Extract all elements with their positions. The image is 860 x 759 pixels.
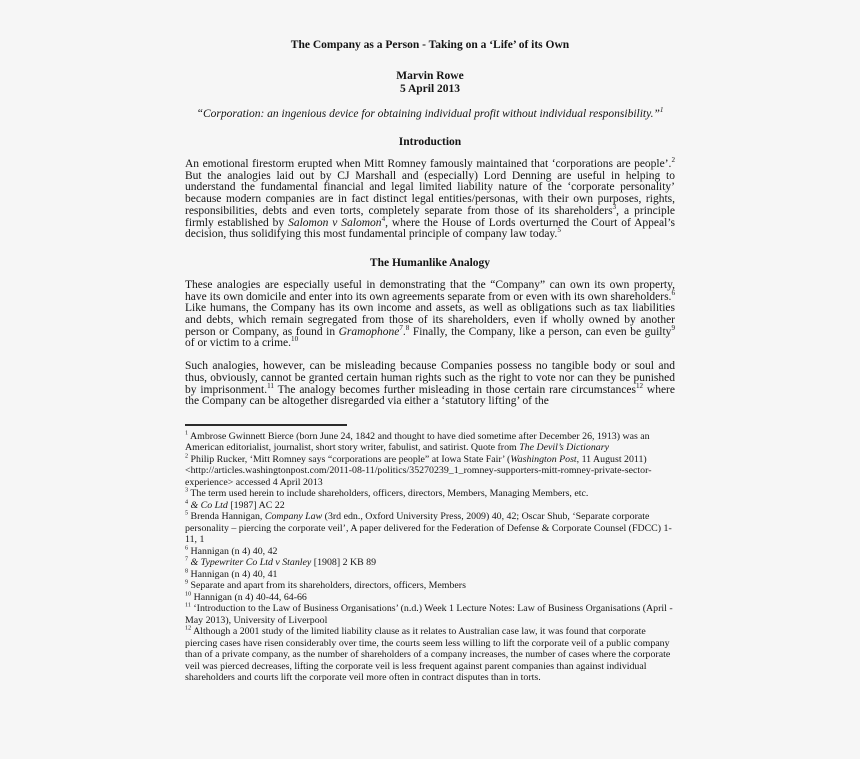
- text-run: The Devil’s Dictionary: [519, 442, 609, 454]
- text-run: Philip Rucker, ‘Mitt Romney says “corporations are people” at Iowa State Fair’ (: [190, 453, 511, 465]
- footnote-12: [185, 626, 675, 684]
- footnote-number: 12: [185, 626, 192, 633]
- text-run: & Typewriter Co Ltd v Stanley: [190, 557, 312, 569]
- text-run: of or victim to a crime.: [185, 337, 292, 350]
- text-run: Although a 2001 study of the limited liability clause as it relates to Australian case law, it was found that corporate piercing cases have risen considerably over time, the courts seem less willing to lift the corporate veil of a public company than of a private company, as the number of shareholders of a company increases, the number of cases where the corporate veil was pierced decreases, lifting the corporate veil is less frequent against parent companies than against individual shareholders and courts lift the corporate veil more often in contract disputes than in torts.: [185, 626, 671, 684]
- epigraph-quote: [185, 108, 675, 120]
- text-run: An emotional firestorm erupted when Mitt Romney famously maintained that ‘corporations are people’.: [185, 158, 672, 170]
- superscript-ref: 8: [405, 323, 410, 332]
- footnote-number: 6: [185, 545, 189, 552]
- footnote-number: 7: [185, 557, 189, 564]
- footnote-number: 10: [185, 591, 192, 598]
- footnote-2: [185, 454, 675, 489]
- footnote-4: [185, 500, 675, 512]
- document-title: The Company as a Person - Taking on a ‘Life’ of its Own: [290, 39, 570, 51]
- text-run: The analogy becomes further misleading in those certain rare circumstances: [273, 383, 636, 396]
- author: Marvin Rowe: [396, 70, 464, 82]
- text-run: The term used herein to include shareholders, officers, directors, Members, Managing Members, etc.: [190, 488, 589, 500]
- text-run: These analogies are especially useful in demonstrating that the “Company” can own its own property, have its own domicile and enter into its own agreements separate from or even with its own shareholders.: [185, 278, 675, 303]
- text-run: Gramophone: [338, 325, 400, 338]
- text-run: Ambrose Gwinnett Bierce (born June 24, 1842 and thought to have died sometime after December 26, 1913) was an American editorialist, journalist, short story writer, fabulist, and satirist. Quote from: [185, 430, 650, 454]
- footnote-number: 3: [185, 488, 189, 495]
- text-run: Separate and apart from its shareholders, directors, officers, Members: [190, 580, 466, 592]
- text-run: Salomon v Salomon: [288, 216, 382, 229]
- superscript-ref: 5: [557, 226, 561, 235]
- section-heading-humanlike-analogy: The Humanlike Analogy: [369, 256, 491, 269]
- superscript-ref: 3: [612, 202, 617, 211]
- byline: [185, 70, 675, 95]
- humanlike-analogy-paragraph-1: [185, 280, 675, 350]
- footnote-1: [185, 431, 675, 454]
- footnote-5: [185, 511, 675, 546]
- superscript-ref: 7: [399, 323, 403, 332]
- text-run: [1908] 2 KB 89: [311, 557, 377, 569]
- footnote-6: [185, 546, 675, 558]
- superscript-ref: 4: [381, 214, 386, 223]
- footnote-number: 9: [185, 580, 189, 587]
- date: 5 April 2013: [399, 82, 461, 95]
- text-run: , where the House of Lords overturned the Court of Appeal’s decision, thus solidifying this most fundamental principle of company law today.: [185, 216, 676, 241]
- text-run: (3rd edn., Oxford University Press, 2009) 40, 42; Oscar Shub, ‘Separate corporate personality – piercing the corporate veil’, A paper delivered for the Federation of Defense & Corporate Counsel (FDCC) 1-11, 1: [185, 511, 672, 546]
- superscript-ref: 12: [635, 381, 644, 390]
- text-run: Hannigan (n 4) 40-44, 64-66: [193, 591, 307, 603]
- footnote-9: [185, 580, 675, 592]
- text-run: But the analogies laid out by CJ Marshall and (especially) Lord Denning are useful in helping to understand the fundamental financial and legal limited liability nature of the ‘corporate personality’ because modern companies are in fact distinct legal entities/personas, with their own purposes, rights, responsibilities, debts and even torts, completely separate from those of its shareholders: [185, 169, 675, 217]
- text-run: Company Law: [264, 511, 323, 523]
- footnote-8: [185, 569, 675, 581]
- text-run: [1987] AC 22: [227, 499, 285, 511]
- superscript-ref: 2: [671, 156, 675, 165]
- humanlike-analogy-paragraph-2: [185, 361, 675, 408]
- text-run: “Corporation: an ingenious device for obtaining individual profit without individual responsibility.”: [196, 108, 660, 120]
- footnote-number: 5: [185, 511, 189, 518]
- footnote-number: 4: [185, 499, 189, 506]
- text-run: where the Company can be altogether disregarded via either a ‘statutory lifting’ of the: [185, 383, 675, 408]
- text-run: Finally, the Company, like a person, can even be guilty: [409, 325, 672, 338]
- footnote-11: [185, 603, 675, 626]
- footnote-number: 1: [185, 430, 189, 437]
- superscript-ref: 9: [671, 323, 675, 332]
- section-heading-introduction: Introduction: [398, 136, 462, 148]
- text-run: & Co Ltd: [190, 499, 228, 511]
- superscript-ref: 11: [267, 381, 274, 390]
- text-run: Brenda Hannigan,: [190, 511, 265, 523]
- superscript-ref: 10: [291, 335, 299, 344]
- text-run: Like humans, the Company has its own income and assets, as well as obligations such as tax liabilities and debts, which remain segregated from those of its shareholders, even if wholly owned by another person or Company, as found in: [185, 302, 675, 338]
- footnote-separator: [185, 424, 347, 426]
- footnote-number: 8: [185, 568, 189, 575]
- footnote-number: 2: [185, 453, 189, 460]
- document-page: [185, 0, 675, 684]
- footnote-3: [185, 488, 675, 500]
- text-run: , 11 August 2011) <http://articles.washingtonpost.com/2011-08-11/politics/35270239_1_romney-supporters-mitt-romney-private-sector-experience> accessed 4 April 2013: [185, 453, 652, 488]
- footnote-10: [185, 592, 675, 604]
- text-run: Hannigan (n 4) 40, 42: [190, 545, 278, 557]
- introduction-paragraph: [185, 156, 676, 241]
- superscript-ref: 6: [671, 288, 675, 297]
- footnotes: [185, 431, 675, 684]
- text-run: , a principle firmly established by: [185, 204, 675, 229]
- superscript-ref: 1: [659, 106, 664, 115]
- footnote-7: [185, 557, 675, 569]
- text-run: ‘Introduction to the Law of Business Organisations’ (n.d.) Week 1 Lecture Notes: Law of Business Organisations (April - May 2013), University of Liverpool: [185, 603, 673, 626]
- text-run: .: [402, 325, 406, 338]
- text-run: Hannigan (n 4) 40, 41: [190, 568, 278, 580]
- footnote-number: 11: [185, 603, 191, 610]
- text-run: Washington Post: [510, 453, 577, 465]
- text-run: Such analogies, however, can be misleading because Companies possess no tangible body or soul and thus, obviously, cannot be granted certain human rights such as the right to vote nor can they be punished by imprisonment.: [185, 360, 675, 396]
